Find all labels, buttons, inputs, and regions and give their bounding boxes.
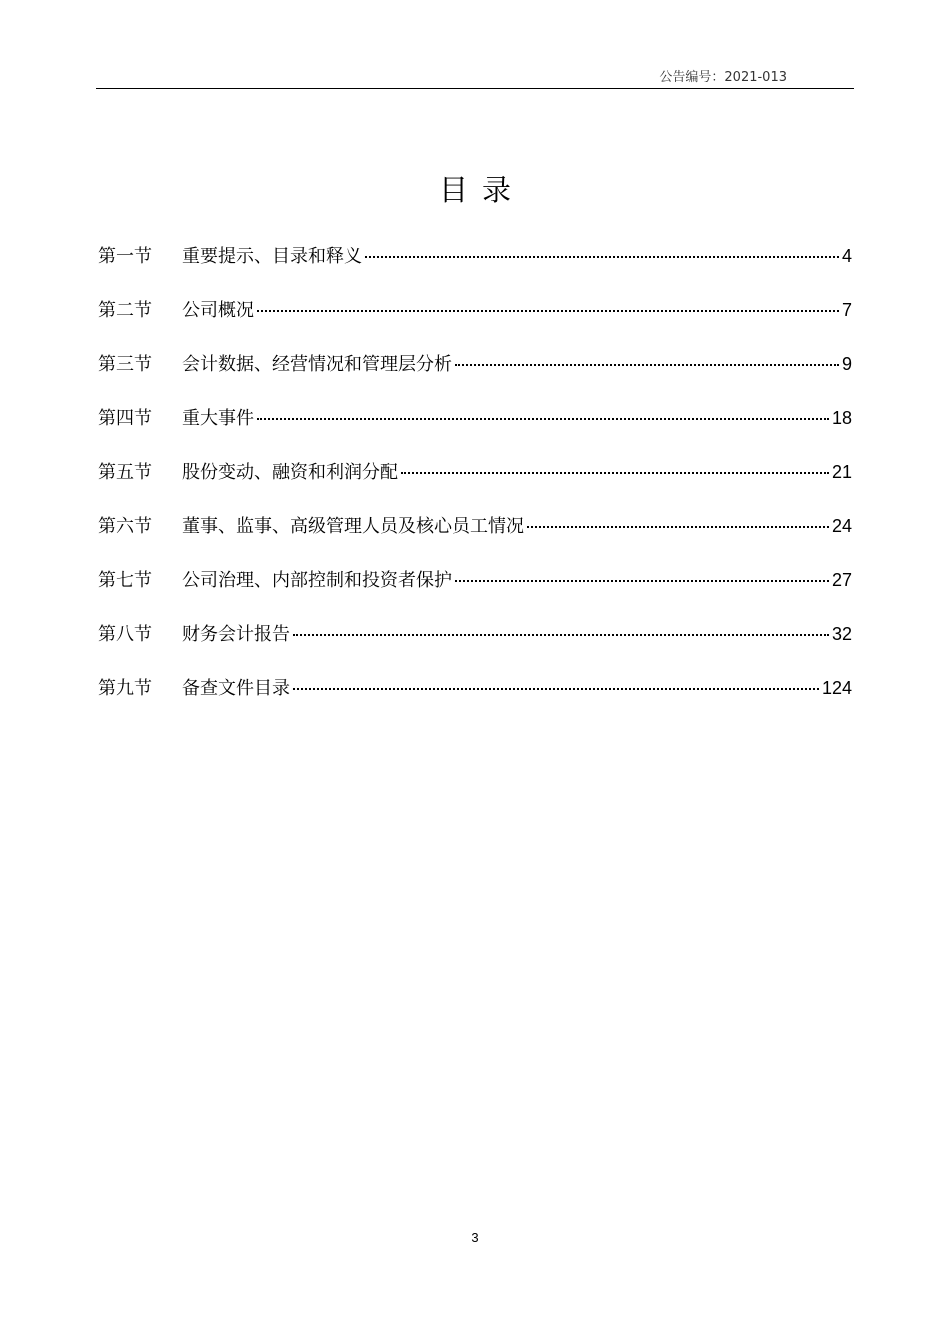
- toc-section-number: 第五节: [98, 462, 152, 483]
- toc-section-title: 公司概况: [182, 300, 254, 321]
- toc-section-title: 备查文件目录: [182, 678, 290, 699]
- toc-entry[interactable]: [98, 454, 852, 508]
- toc-dot-leader: [365, 256, 839, 258]
- toc-dot-leader: [527, 526, 829, 528]
- toc-entry[interactable]: [98, 346, 852, 400]
- toc-page-number: 27: [831, 570, 852, 590]
- page-number: 3: [471, 1230, 479, 1245]
- toc-section-title: 股份变动、融资和利润分配: [182, 462, 398, 483]
- toc-section-number: 第九节: [98, 678, 152, 699]
- toc-section-number: 第六节: [98, 516, 152, 537]
- toc-page-number: 21: [831, 462, 852, 482]
- toc-section-number: 第二节: [98, 300, 152, 321]
- toc-section-number: 第三节: [98, 354, 152, 375]
- header-divider: [96, 88, 854, 89]
- toc-dot-leader: [257, 418, 829, 420]
- toc-section-number: 第七节: [98, 570, 152, 591]
- toc-dot-leader: [401, 472, 829, 474]
- announcement-number: 公告编号：2021-013: [659, 70, 787, 85]
- toc-entry[interactable]: [98, 508, 852, 562]
- toc-dot-leader: [455, 580, 829, 582]
- toc-section-title: 重要提示、目录和释义: [182, 246, 362, 267]
- toc-dot-leader: [293, 688, 819, 690]
- toc-page-number: 7: [841, 300, 852, 320]
- toc-section-number: 第四节: [98, 408, 152, 429]
- toc-dot-leader: [293, 634, 829, 636]
- toc-section-title: 重大事件: [182, 408, 254, 429]
- toc-page-number: 9: [841, 354, 852, 374]
- toc-page-number: 124: [821, 678, 852, 698]
- toc-section-title: 公司治理、内部控制和投资者保护: [182, 570, 452, 591]
- toc-section-number: 第八节: [98, 624, 152, 645]
- toc-entry[interactable]: [98, 292, 852, 346]
- toc-page-number: 4: [841, 246, 852, 266]
- toc-title: 目录: [438, 173, 525, 207]
- toc-entry[interactable]: [98, 670, 852, 724]
- toc-list: [98, 238, 852, 724]
- toc-entry[interactable]: [98, 238, 852, 292]
- toc-section-title: 会计数据、经营情况和管理层分析: [182, 354, 452, 375]
- toc-page-number: 18: [831, 408, 852, 428]
- toc-section-title: 财务会计报告: [182, 624, 290, 645]
- toc-section-number: 第一节: [98, 246, 152, 267]
- toc-section-title: 董事、监事、高级管理人员及核心员工情况: [182, 516, 524, 537]
- toc-dot-leader: [455, 364, 839, 366]
- toc-page-number: 32: [831, 624, 852, 644]
- toc-dot-leader: [257, 310, 839, 312]
- toc-entry[interactable]: [98, 400, 852, 454]
- toc-entry[interactable]: [98, 562, 852, 616]
- toc-entry[interactable]: [98, 616, 852, 670]
- toc-page-number: 24: [831, 516, 852, 536]
